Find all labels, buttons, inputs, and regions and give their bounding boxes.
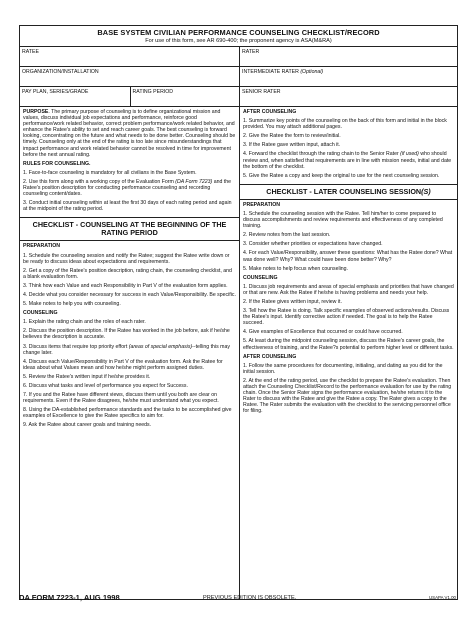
purpose-text: . The primary purpose of counseling is to define organizational mission and values, discuss individual job expectations and performance, reinforce good performance/work related behavior, correct problem performance/work related behavior, and enhance the Ratee's ability to set and reach career goals. The best counseling is forward looking, concentrating on the future and what needs to be done better. Counseling should be timely. Counseling only at the end of the rating is too late since misunderstandings that impact performance and work related behavior cannot be resolved in time for improvement before the next annual rating.	[23, 109, 236, 158]
list-item: 9. Ask the Ratee about career goals and training needs.	[23, 422, 152, 429]
row-org-intermediate	[20, 66, 457, 86]
counseling-heading: COUNSELING	[243, 274, 278, 281]
list-item: 7. If you and the Ratee have different views, discuss them until you both are clear on requirements. Even if the Ratee disagrees, he/she must understand what you expect.	[23, 392, 219, 405]
list-item: 2. Give the Ratee the form to review/initial.	[243, 133, 341, 140]
list-item: 1. Summarize key points of the counseling on the back of this form and initial in the block provided. You may attach additional pages.	[243, 118, 447, 131]
item-text: --telling this may change later.	[23, 343, 230, 356]
pay-plan-label: PAY PLAN, SERIES/GRADE	[22, 89, 89, 95]
item-emphasis: (areas of special emphasis)	[128, 343, 193, 350]
version-note: USAPA V1.00	[428, 595, 456, 600]
after-counseling-heading: AFTER COUNSELING	[243, 353, 297, 360]
list-item: 3. If the Ratee gave written input, attach it.	[243, 142, 341, 149]
row-ratee-rater	[20, 46, 457, 66]
list-item: 2. Discuss the position description. If the Ratee has worked in the job before, ask if he/she believes the description is accurate.	[23, 328, 230, 341]
rule-item	[23, 179, 236, 197]
organization-field[interactable]	[20, 67, 240, 86]
list-item: 2. Get a copy of the Ratee's position description, rating chain, the counseling checklist, and a blank evaluation form.	[23, 267, 232, 280]
list-item: 4. Discuss each Value/Responsibility in Part V of the evaluation form. Ask the Ratee for ideas about what Values mean and how he/she might perform assigned duties.	[23, 358, 223, 371]
row-pay-period-senior	[20, 86, 457, 106]
list-item: 3. Tell how the Ratee is doing. Talk specific examples of observed actions/results. Discuss the Ratee's input. Identify corrective action if needed. The goal is to help the Ratee succeed.	[243, 308, 450, 327]
later-heading-text: CHECKLIST - LATER COUNSELING SESSION	[266, 186, 422, 196]
item-text: 3. Discuss items that require top priority effort	[23, 343, 129, 350]
rule-text: and the Ratee's position description for conducting performance counseling and recording counseling content/dates.	[23, 178, 231, 198]
list-item: 4. For each Value/Responsibility, answer these questions: What has the Ratee done? What was done well? Why? What could have been done better? Why?	[243, 250, 453, 263]
pay-plan-field[interactable]	[20, 87, 131, 106]
list-item: 5. Review the Ratee's written input if he/she provides it.	[23, 373, 151, 380]
list-item: 1. Discuss job requirements and areas of special emphasis and priorities that have changed or that are new. Ask the Ratee if he/she is having problems and needs your help.	[243, 283, 454, 296]
senior-rater-field[interactable]	[240, 87, 457, 106]
checklist-beginning-heading: CHECKLIST - COUNSELING AT THE BEGINNING OF THE RATING PERIOD	[20, 217, 239, 241]
list-item: 5. At least during the midpoint counseling session, discuss the Ratee's career goals, the effectiveness of training, and the Ratee?s potential to perform higher level or different tasks.	[243, 338, 454, 351]
ratee-field[interactable]	[20, 47, 240, 66]
rating-period-label: RATING PERIOD	[132, 89, 174, 95]
list-item: 5. Make notes to help focus when counseling.	[243, 265, 348, 272]
optional-note: (Optional)	[300, 69, 324, 75]
rater-label: RATER	[242, 49, 260, 55]
list-item: 2. Review notes from the last session.	[243, 232, 331, 239]
purpose-paragraph	[23, 109, 236, 158]
senior-rater-label: SENIOR RATER	[242, 89, 281, 95]
list-item: 4. Give examples of Excellence that occurred or could have occurred.	[243, 329, 403, 336]
intermediate-rater-field[interactable]	[240, 67, 457, 86]
ratee-label: RATEE	[22, 49, 39, 55]
form-title: BASE SYSTEM CIVILIAN PERFORMANCE COUNSELING CHECKLIST/RECORD	[97, 28, 380, 37]
form-body	[20, 106, 457, 599]
right-column	[240, 107, 457, 599]
list-item: 1. Follow the same procedures for documenting, initialing, and dating as you did for the initial session.	[243, 362, 443, 375]
prep-heading: PREPARATION	[23, 243, 60, 250]
item-text: 4. Forward the checklist through the rating chain to the Senior Rater	[243, 151, 401, 158]
list-item: 2. If the Ratee gives written input, review it.	[243, 298, 342, 305]
later-heading-suffix: (S)	[421, 186, 431, 196]
checklist-later-heading	[240, 184, 457, 200]
list-item: 3. Think how each Value and each Responsibility in Part V of the evaluation form applies.	[23, 282, 228, 289]
list-item: 1. Schedule the counseling session and notify the Ratee; suggest the Ratee write down or be ready to discuss ideas about expectations and requirements.	[23, 252, 230, 265]
list-item: 1. Schedule the counseling session with the Ratee. Tell him/her to come prepared to discuss accomplishments and review requirements and effectiveness of any completed training.	[243, 210, 443, 230]
purpose-label: PURPOSE	[23, 109, 49, 115]
edition-note: PREVIOUS EDITION IS OBSOLETE.	[203, 595, 297, 601]
counseling-form	[19, 25, 458, 600]
form-footer	[19, 591, 458, 603]
list-item: 6. Discuss what tasks and level of performance you expect for Success.	[23, 383, 188, 389]
intermediate-rater-label: INTERMEDIATE RATER	[242, 69, 299, 75]
organization-label: ORGANIZATION/INSTALLATION	[22, 69, 99, 75]
list-item: 3. Consider whether priorities or expectations have changed.	[243, 241, 383, 248]
rule-item: 1. Face-to-face counseling is mandatory for all civilians in the Base System.	[23, 169, 197, 176]
item-text: who should review and, when satisfied that requirements are in line with mission needs, initial and date the bottom of the checklist.	[243, 151, 452, 170]
rating-period-field[interactable]	[131, 87, 241, 106]
list-item: 2. At the end of the rating period, use the checklist to prepare the Ratee's evaluation. Then attach the Counseling Checklist/Record to the performance evaluation for use by the rating chain. Once the Senior Rater signs the performance evaluation, he/she returns it to the Rater to discuss with the Ratee and give the Ratee a copy. The Rater gives a copy to the Ratee. The Rater submits the evaluation with the checklist to the servicing personnel office for filing.	[243, 377, 452, 415]
form-number: DA FORM 7223-1, AUG 1998	[19, 593, 120, 602]
item-emphasis: (if used)	[400, 151, 419, 158]
rule-text: 2. Use this form along with a working copy of the Evaluation Form	[23, 178, 174, 185]
form-subtitle: For use of this form, see AR 690-400; the proponent agency is ASA(M&RA)	[145, 38, 332, 44]
rule-form-ref: (DA Form 7223)	[175, 178, 213, 185]
counseling-heading: COUNSELING	[23, 310, 58, 317]
list-item: 8. Using the DA-established performance standards and the tasks to be accomplished give examples of Excellence to give the Ratee specifics to aim for.	[23, 407, 232, 420]
list-item	[243, 151, 454, 169]
prep-heading: PREPARATION	[243, 201, 280, 208]
list-item: 5. Give the Ratee a copy and keep the original to use for the next counseling session.	[243, 172, 440, 179]
rater-field[interactable]	[240, 47, 457, 66]
left-column	[20, 107, 240, 599]
rule-item: 3. Conduct initial counseling within at least the first 30 days of each rating period and again at the midpoint of the rating period.	[23, 200, 232, 213]
list-item: 5. Make notes to help you with counseling.	[23, 301, 121, 308]
list-item	[23, 344, 236, 356]
list-item: 1. Explain the rating chain and the roles of each rater.	[23, 319, 146, 326]
rules-heading: RULES FOR COUNSELING.	[23, 160, 91, 167]
after-counseling-heading: AFTER COUNSELING	[243, 109, 297, 115]
list-item: 4. Decide what you consider necessary for success in each Value/Responsibility. Be specific.	[23, 291, 236, 298]
